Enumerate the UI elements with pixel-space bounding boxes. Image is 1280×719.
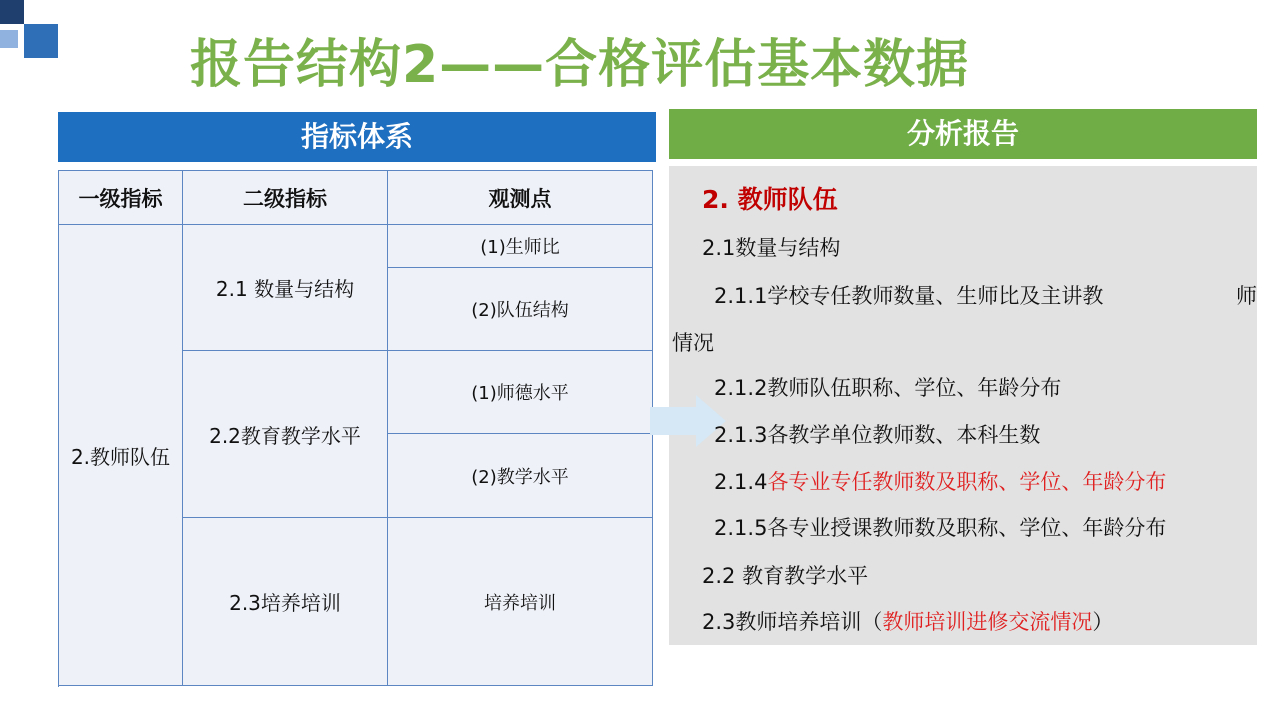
report-item-2-1-5: 2.1.5各专业授课教师数及职称、学位、年龄分布 bbox=[714, 516, 1167, 540]
observation-cell: (1)生师比 bbox=[388, 225, 653, 268]
report-item-2-1-4 bbox=[714, 466, 1166, 496]
report-item-2-1-1-wrap: 师 bbox=[1236, 284, 1257, 308]
report-item-2-1-3: 2.1.3各教学单位教师数、本科生数 bbox=[714, 423, 1041, 447]
report-item-2-1-4-highlight: 各专业专任教师数及职称、学位、年龄分布 bbox=[767, 470, 1167, 494]
corner-square-dark bbox=[0, 0, 24, 24]
report-item-2-1-4-number: 2.1.4 bbox=[714, 470, 768, 494]
corner-square-light bbox=[0, 30, 18, 48]
analysis-report-header: 分析报告 bbox=[669, 109, 1257, 159]
report-section-2-3-label: 2.3教师培养培训（ bbox=[702, 610, 883, 634]
indicator-table bbox=[58, 170, 653, 686]
corner-square-blue bbox=[24, 24, 58, 58]
report-heading: 2. 教师队伍 bbox=[702, 185, 838, 214]
observation-cell: (2)教学水平 bbox=[388, 434, 653, 518]
report-section-2-3 bbox=[702, 606, 1113, 636]
level1-cell: 2.教师队伍 bbox=[59, 225, 183, 686]
report-section-2-1: 2.1数量与结构 bbox=[702, 236, 841, 260]
report-item-2-1-1: 2.1.1学校专任教师数量、生师比及主讲教 bbox=[714, 284, 1104, 308]
report-item-2-1-2: 2.1.2教师队伍职称、学位、年龄分布 bbox=[714, 376, 1062, 400]
observation-cell: (1)师德水平 bbox=[388, 351, 653, 434]
report-item-2-1-1-cont: 情况 bbox=[672, 331, 714, 355]
observation-cell: (2)队伍结构 bbox=[388, 268, 653, 351]
report-section-2-3-close: ） bbox=[1092, 610, 1114, 634]
report-section-2-2: 2.2 教育教学水平 bbox=[702, 564, 869, 588]
level2-cell: 2.2教育教学水平 bbox=[183, 351, 388, 518]
page-title: 报告结构2——合格评估基本数据 bbox=[190, 35, 970, 95]
header-observation: 观测点 bbox=[388, 171, 653, 225]
level2-cell: 2.3培养培训 bbox=[183, 518, 388, 686]
observation-cell: 培养培训 bbox=[388, 518, 653, 686]
header-level1: 一级指标 bbox=[59, 171, 183, 225]
level2-cell: 2.1 数量与结构 bbox=[183, 225, 388, 351]
indicator-system-header: 指标体系 bbox=[58, 112, 656, 162]
report-section-2-3-highlight: 教师培训进修交流情况 bbox=[882, 610, 1093, 634]
header-level2: 二级指标 bbox=[183, 171, 388, 225]
